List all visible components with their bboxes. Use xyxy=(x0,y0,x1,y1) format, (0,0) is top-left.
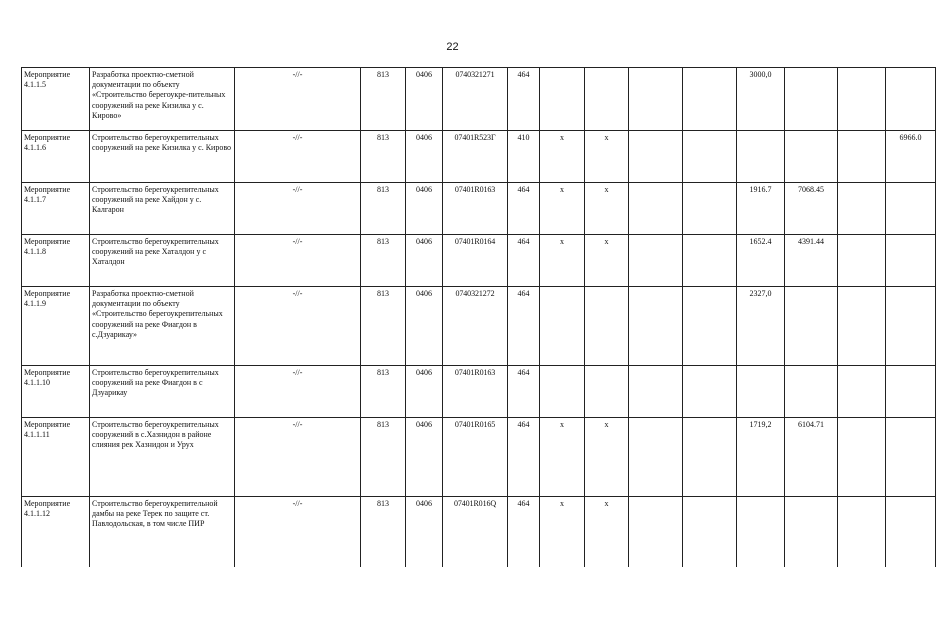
amount-cell-4 xyxy=(838,366,886,418)
event-id-cell: Мероприятие 4.1.1.9 xyxy=(22,287,90,366)
section-code-cell: 0406 xyxy=(406,287,443,366)
expense-type-cell: 464 xyxy=(508,497,540,567)
amount-cell-1 xyxy=(683,418,737,497)
amount-cell-2 xyxy=(737,366,785,418)
section-code-cell: 0406 xyxy=(406,235,443,287)
amount-cell-3: 4391.44 xyxy=(785,235,838,287)
amount-cell-1 xyxy=(683,131,737,183)
section-code-cell: 0406 xyxy=(406,418,443,497)
mark-cell-3 xyxy=(629,183,683,235)
mark-cell-1 xyxy=(540,68,585,131)
amount-cell-3 xyxy=(785,68,838,131)
table-row xyxy=(22,183,936,235)
amount-cell-1 xyxy=(683,183,737,235)
target-article-cell: 07401R0163 xyxy=(443,183,508,235)
event-name-cell: Строительство берегоукрепительных сооружений в с.Хазнидон в районе слияния рек Хазнидон и Урух xyxy=(90,418,235,497)
expense-type-cell: 464 xyxy=(508,418,540,497)
mark-cell-3 xyxy=(629,235,683,287)
grbs-code-cell: 813 xyxy=(361,366,406,418)
target-article-cell: 07401R0163 xyxy=(443,366,508,418)
amount-cell-2: 1719,2 xyxy=(737,418,785,497)
target-article-cell: 07401R0165 xyxy=(443,418,508,497)
amount-cell-3 xyxy=(785,497,838,567)
amount-cell-1 xyxy=(683,497,737,567)
amount-cell-3 xyxy=(785,131,838,183)
amount-cell-5 xyxy=(886,287,936,366)
event-name-cell: Строительство берегоукрепительной дамбы на реке Терек по защите ст. Павлодольская, в том числе ПИР xyxy=(90,497,235,567)
table-row xyxy=(22,235,936,287)
target-article-cell: 07401R523Г xyxy=(443,131,508,183)
amount-cell-4 xyxy=(838,497,886,567)
mark-cell-2 xyxy=(585,366,629,418)
section-code-cell: 0406 xyxy=(406,497,443,567)
reference-cell: -//- xyxy=(235,131,361,183)
event-id-cell: Мероприятие 4.1.1.8 xyxy=(22,235,90,287)
amount-cell-1 xyxy=(683,366,737,418)
amount-cell-4 xyxy=(838,418,886,497)
mark-cell-3 xyxy=(629,366,683,418)
event-id-cell: Мероприятие 4.1.1.5 xyxy=(22,68,90,131)
event-name-cell: Строительство берегоукрепительных сооружений на реке Хайдон у с. Калгарон xyxy=(90,183,235,235)
target-article-cell: 07401R0164 xyxy=(443,235,508,287)
mark-cell-1 xyxy=(540,366,585,418)
mark-cell-2 xyxy=(585,287,629,366)
event-id-cell: Мероприятие 4.1.1.12 xyxy=(22,497,90,567)
amount-cell-5 xyxy=(886,497,936,567)
expense-type-cell: 464 xyxy=(508,366,540,418)
mark-cell-2: х xyxy=(585,131,629,183)
event-name-cell: Строительство берегоукрепительных сооружений на реке Кизилка у с. Кирово xyxy=(90,131,235,183)
amount-cell-4 xyxy=(838,131,886,183)
amount-cell-5 xyxy=(886,418,936,497)
grbs-code-cell: 813 xyxy=(361,497,406,567)
amount-cell-1 xyxy=(683,68,737,131)
reference-cell: -//- xyxy=(235,287,361,366)
section-code-cell: 0406 xyxy=(406,366,443,418)
mark-cell-3 xyxy=(629,131,683,183)
mark-cell-2: х xyxy=(585,497,629,567)
amount-cell-3 xyxy=(785,287,838,366)
amount-cell-2: 3000,0 xyxy=(737,68,785,131)
amount-cell-5 xyxy=(886,366,936,418)
amount-cell-5 xyxy=(886,68,936,131)
mark-cell-1 xyxy=(540,287,585,366)
table-row xyxy=(22,287,936,366)
mark-cell-3 xyxy=(629,68,683,131)
amount-cell-1 xyxy=(683,287,737,366)
amount-cell-3: 6104.71 xyxy=(785,418,838,497)
amount-cell-4 xyxy=(838,235,886,287)
event-id-cell: Мероприятие 4.1.1.11 xyxy=(22,418,90,497)
mark-cell-1: х xyxy=(540,183,585,235)
grbs-code-cell: 813 xyxy=(361,287,406,366)
amount-cell-5 xyxy=(886,183,936,235)
grbs-code-cell: 813 xyxy=(361,235,406,287)
event-id-cell: Мероприятие 4.1.1.10 xyxy=(22,366,90,418)
mark-cell-1: х xyxy=(540,131,585,183)
table-row xyxy=(22,497,936,567)
reference-cell: -//- xyxy=(235,497,361,567)
reference-cell: -//- xyxy=(235,235,361,287)
target-article-cell: 0740321272 xyxy=(443,287,508,366)
table-row xyxy=(22,131,936,183)
amount-cell-3 xyxy=(785,366,838,418)
amount-cell-2 xyxy=(737,497,785,567)
mark-cell-3 xyxy=(629,497,683,567)
reference-cell: -//- xyxy=(235,418,361,497)
program-events-table xyxy=(21,67,936,567)
reference-cell: -//- xyxy=(235,68,361,131)
mark-cell-1: х xyxy=(540,497,585,567)
amount-cell-3: 7068.45 xyxy=(785,183,838,235)
mark-cell-1: х xyxy=(540,235,585,287)
event-name-cell: Строительство берегоукрепительных сооружений на реке Фиагдон в с Дзуарикау xyxy=(90,366,235,418)
amount-cell-2: 2327,0 xyxy=(737,287,785,366)
amount-cell-5: 6966.0 xyxy=(886,131,936,183)
event-name-cell: Строительство берегоукрепительных сооружений на реке Хаталдон у с Хаталдон xyxy=(90,235,235,287)
amount-cell-2: 1652.4 xyxy=(737,235,785,287)
expense-type-cell: 464 xyxy=(508,68,540,131)
amount-cell-2: 1916.7 xyxy=(737,183,785,235)
grbs-code-cell: 813 xyxy=(361,183,406,235)
section-code-cell: 0406 xyxy=(406,183,443,235)
table-row xyxy=(22,418,936,497)
reference-cell: -//- xyxy=(235,366,361,418)
target-article-cell: 07401R016Q xyxy=(443,497,508,567)
event-name-cell: Разработка проектно-сметной документации по объекту «Строительство берегоукрепительных сооружений на реке Фиагдон в с.Дзуарикау» xyxy=(90,287,235,366)
amount-cell-4 xyxy=(838,183,886,235)
amount-cell-5 xyxy=(886,235,936,287)
amount-cell-1 xyxy=(683,235,737,287)
section-code-cell: 0406 xyxy=(406,131,443,183)
mark-cell-2: х xyxy=(585,418,629,497)
table-row xyxy=(22,68,936,131)
page-number: 22 xyxy=(446,41,459,53)
expense-type-cell: 464 xyxy=(508,287,540,366)
target-article-cell: 0740321271 xyxy=(443,68,508,131)
grbs-code-cell: 813 xyxy=(361,68,406,131)
mark-cell-2: х xyxy=(585,183,629,235)
event-name-cell: Разработка проектно-сметной документации по объекту «Строительство берегоукре-пительных сооружений на реке Кизилка у с. Кирово» xyxy=(90,68,235,131)
amount-cell-2 xyxy=(737,131,785,183)
event-id-cell: Мероприятие 4.1.1.7 xyxy=(22,183,90,235)
expense-type-cell: 464 xyxy=(508,235,540,287)
section-code-cell: 0406 xyxy=(406,68,443,131)
reference-cell: -//- xyxy=(235,183,361,235)
mark-cell-1: х xyxy=(540,418,585,497)
grbs-code-cell: 813 xyxy=(361,418,406,497)
mark-cell-3 xyxy=(629,287,683,366)
table-row xyxy=(22,366,936,418)
expense-type-cell: 410 xyxy=(508,131,540,183)
expense-type-cell: 464 xyxy=(508,183,540,235)
event-id-cell: Мероприятие 4.1.1.6 xyxy=(22,131,90,183)
mark-cell-2: х xyxy=(585,235,629,287)
amount-cell-4 xyxy=(838,68,886,131)
grbs-code-cell: 813 xyxy=(361,131,406,183)
mark-cell-3 xyxy=(629,418,683,497)
amount-cell-4 xyxy=(838,287,886,366)
mark-cell-2 xyxy=(585,68,629,131)
